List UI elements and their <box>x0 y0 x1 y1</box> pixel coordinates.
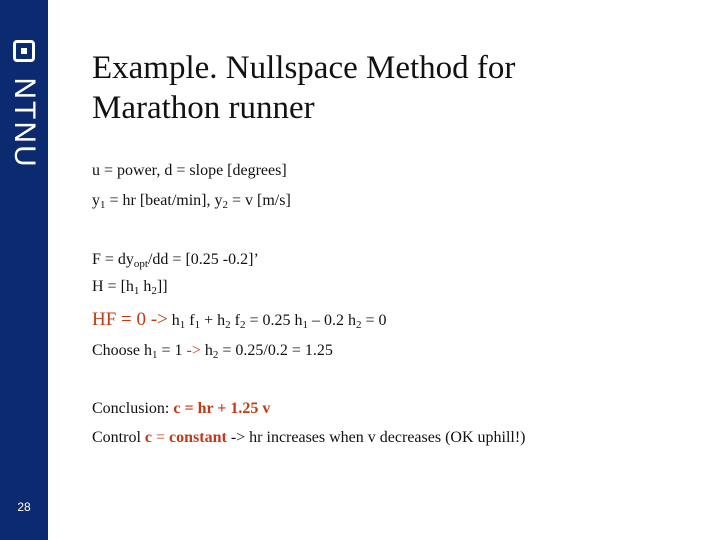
sensitivity-line-f: $F = dy_{opt}/dd = [0.25$ -0.2]’ <box>92 251 259 270</box>
sidebar <box>0 0 48 540</box>
nullspace-equation-line: HF = $0 -> h_1$ $f_1 + h_2$ $f_2 = 0.25$ $h_1 - 0.2$ $h_2 = 0$ <box>92 309 387 331</box>
title-line-1: Example. Nullspace Method for <box>92 50 516 86</box>
control-line: Control c = constant -> hr increases when v decreases (OK uphill!) <box>92 429 526 446</box>
definition-line-u-d: u = power, d = slope [degrees] <box>92 162 287 179</box>
nullspace-condition: HF = 0 -> <box>92 309 168 330</box>
page-number: 28 <box>17 500 31 514</box>
matrix-line-h: $H = [h_1$ $h_2$]] <box>92 278 168 297</box>
ntnu-logo-icon <box>13 40 35 62</box>
title-line-2: Marathon runner <box>92 90 315 126</box>
choose-h-line: Choose $h_1 = 1 -> h_2 = 0.25/0.2 = 1.25$ <box>92 342 333 361</box>
slide-title <box>92 48 692 128</box>
conclusion-formula: c = hr + 1.25 v <box>173 400 271 417</box>
definition-line-y: $y_1$ = hr [beat/min], $y_2 = v$ [m/s] <box>92 192 291 211</box>
conclusion-line: Conclusion: c = hr + 1.25 v <box>92 400 271 417</box>
ntnu-logo-text: NTNU <box>8 77 41 169</box>
